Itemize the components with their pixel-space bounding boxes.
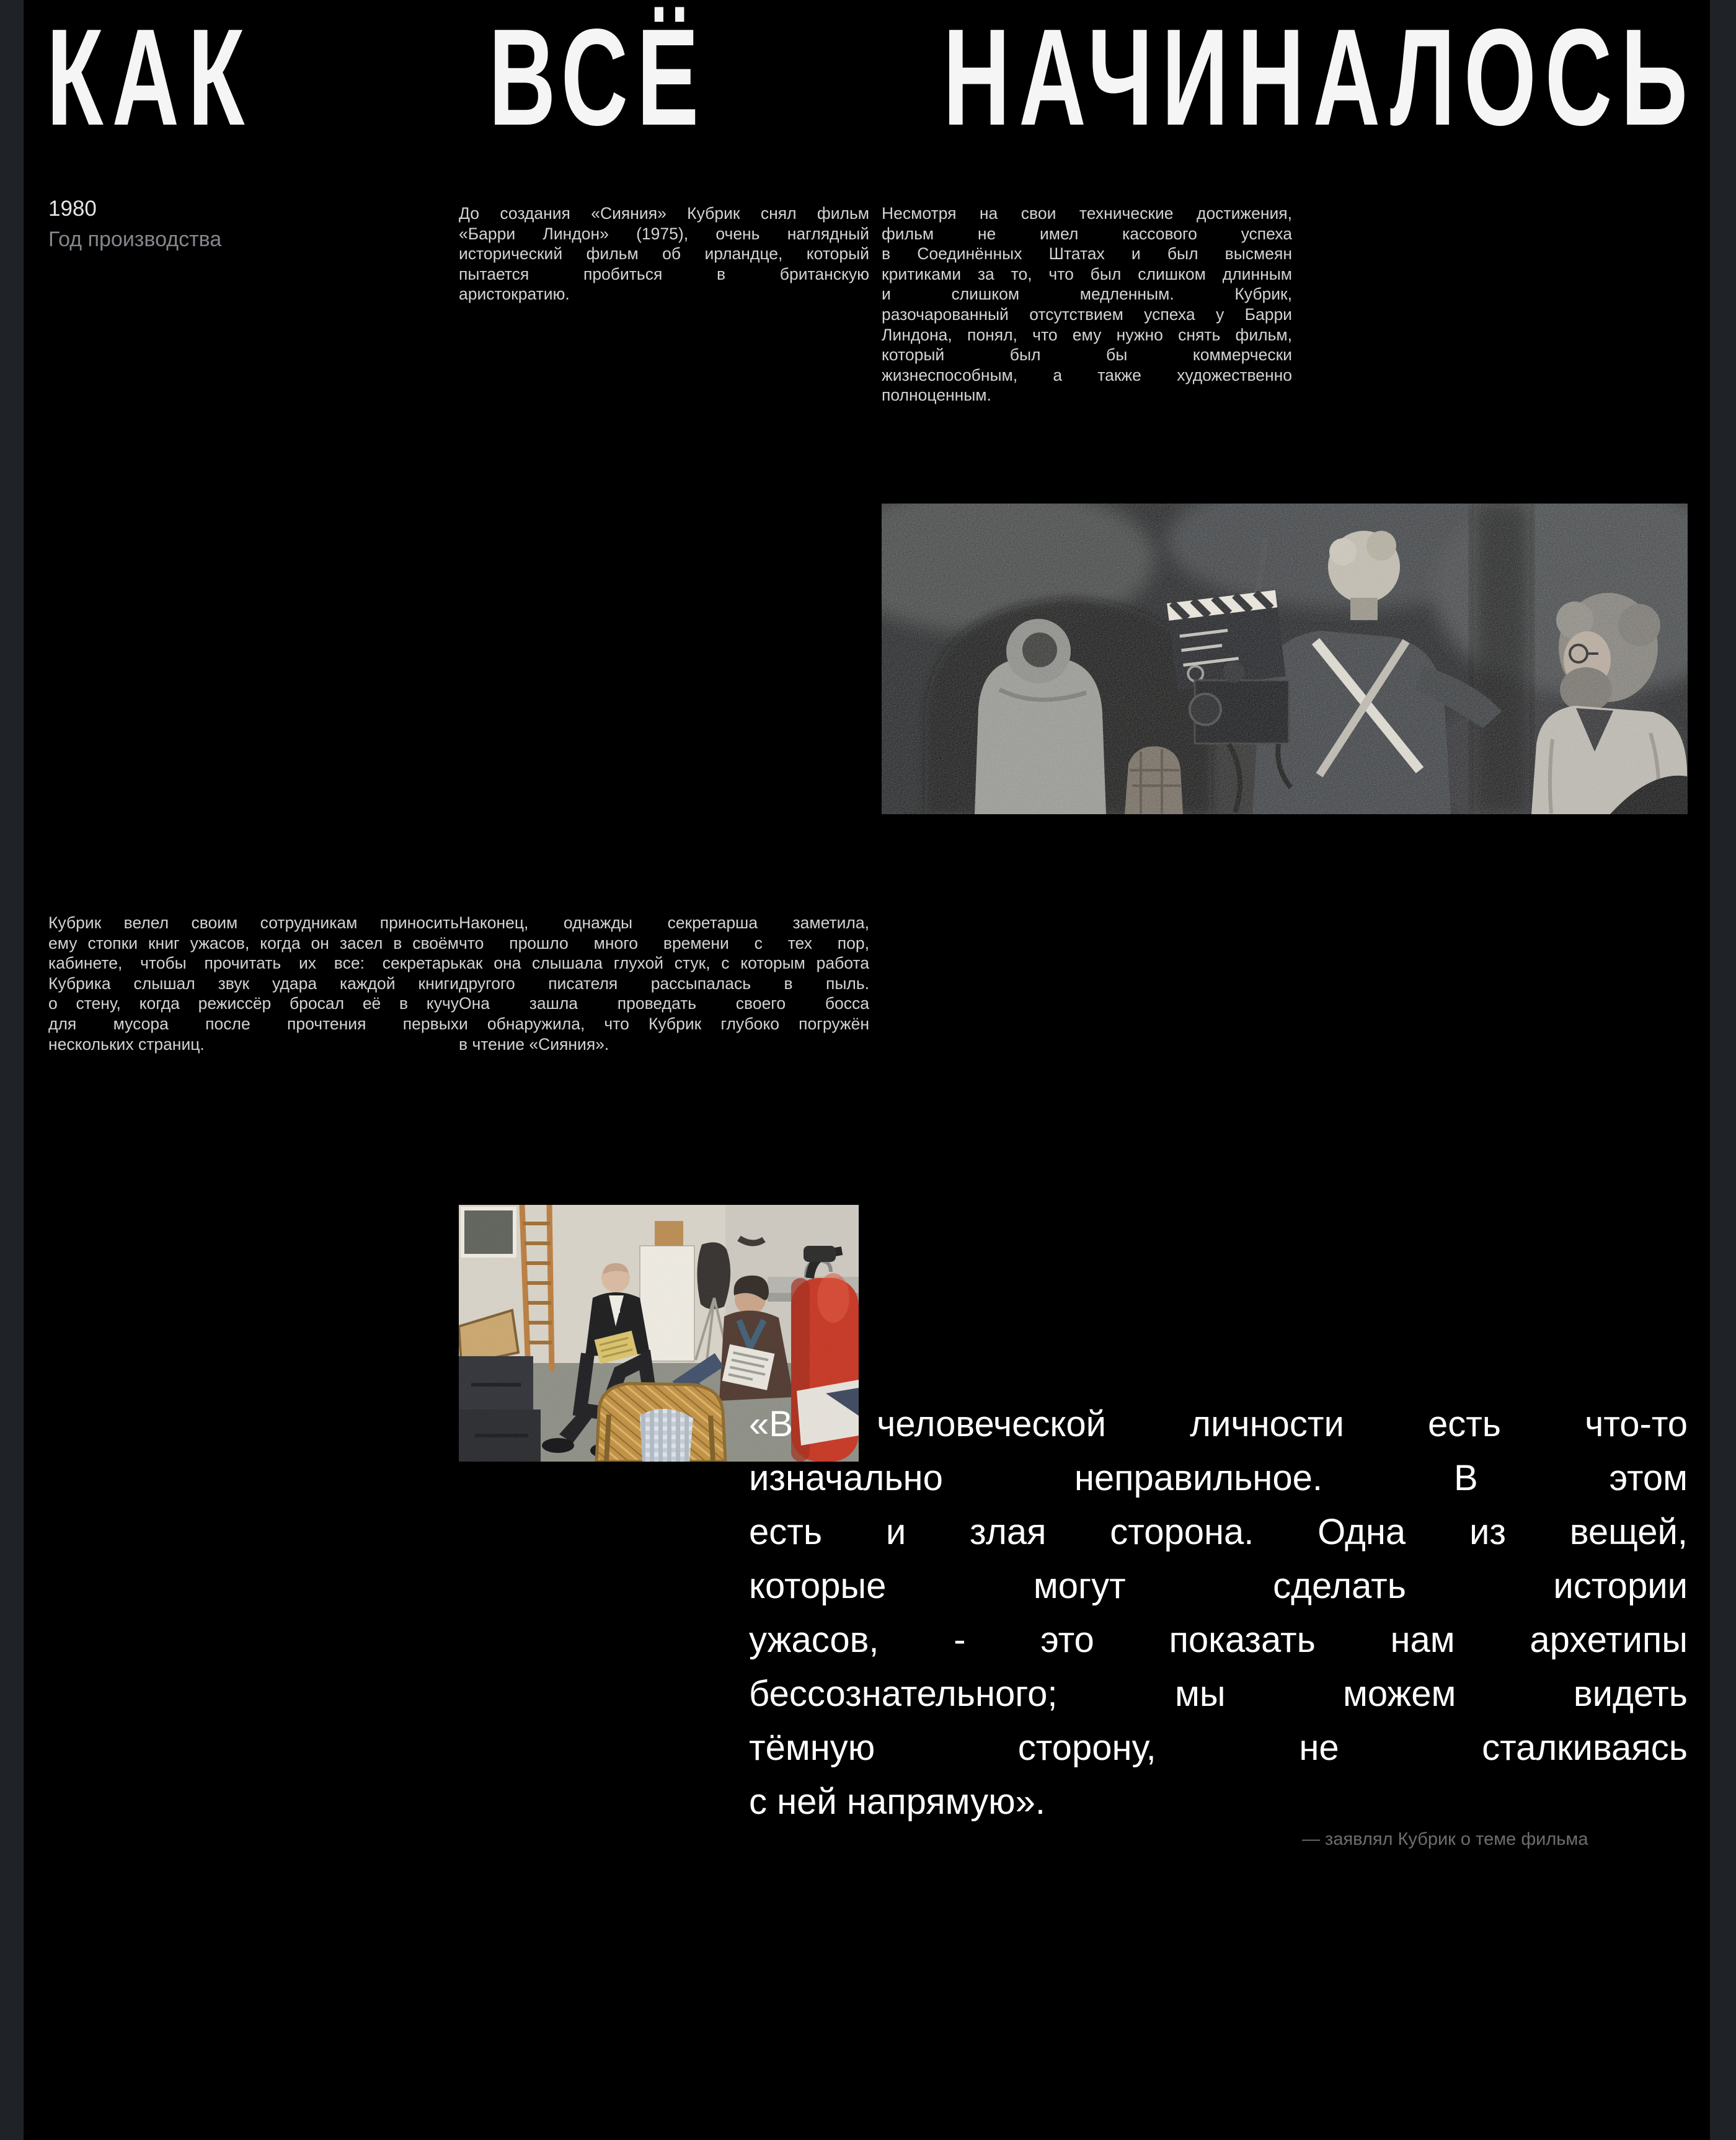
left-page-margin (0, 0, 24, 2140)
text-line: в чтение «Сияния». (459, 1034, 609, 1054)
text-line: критиками за то, что был слишком длинным (882, 264, 1292, 283)
text-line: кабинете, чтобы прочитать их все: секретарь (48, 954, 459, 973)
bts-set-photo (882, 504, 1688, 814)
text-line: полноценным. (882, 386, 991, 405)
text-line: и обнаружила, что Кубрик глубоко погружён (459, 1014, 869, 1033)
text-line: нескольких страниц. (48, 1034, 205, 1054)
text-line: «Барри Линдон» (1975), очень наглядный (459, 224, 869, 243)
text-line: и слишком медленным. Кубрик, (882, 285, 1292, 304)
text-line: Кубрик велел своим сотрудникам приносить (48, 913, 459, 932)
text-line: Она зашла проведать своего босса (459, 994, 869, 1013)
page-title (46, 0, 1696, 154)
text-line: что прошло много времени с тех пор, (459, 933, 869, 952)
quote-attribution: — заявлял Кубрик о теме фильма (1302, 1829, 1588, 1849)
text-line: в Соединённых Штатах и был высмеян (882, 244, 1292, 264)
text-line: ужасов, - это показать нам архетипы (749, 1620, 1688, 1660)
bts-set-photo-illustration (882, 504, 1688, 814)
paragraph-box-office (882, 203, 1292, 406)
text-line: Линдона, понял, что ему нужно снять фильм, (882, 325, 1292, 344)
text-line: есть и злая сторона. Одна из вещей, (749, 1512, 1688, 1552)
text-line: исторический фильм об ирландце, который (459, 244, 869, 264)
text-line: другого писателя рассыпалась в пыль. (459, 974, 869, 993)
text-line: разочарованный отсутствием успеха у Барри (882, 304, 1292, 324)
text-line: которые могут сделать истории (749, 1566, 1688, 1606)
text-line: фильм не имел кассового успеха (882, 224, 1292, 243)
text-line: пытается пробиться в британскую (459, 264, 869, 283)
text-line: Несмотря на свои технические достижения, (882, 204, 1292, 223)
title-word-3: НАЧИНАЛОСЬ (943, 0, 1696, 154)
text-line: Наконец, однажды секретарша заметила, (459, 913, 869, 932)
text-line: который был бы коммерчески (882, 345, 1292, 365)
title-word-1: КАК (46, 0, 254, 154)
text-line: с ней напрямую». (749, 1782, 1046, 1822)
text-line: тёмную сторону, не сталкиваясь (749, 1728, 1688, 1768)
title-word-2: ВСЁ (489, 0, 708, 154)
production-year-block (48, 196, 221, 252)
paragraph-barry-lyndon (459, 203, 869, 304)
text-line: как она слышала глухой стук, с которым работа (459, 954, 869, 973)
text-line: жизнеспособным, а также художественно (882, 365, 1292, 384)
paragraph-secretary (459, 913, 869, 1054)
text-line: о стену, когда режиссёр бросал её в кучу (48, 994, 459, 1013)
text-line: «В человеческой личности есть что-то (749, 1404, 1688, 1444)
text-line: изначально неправильное. В этом (749, 1458, 1688, 1498)
kubrick-quote (749, 1397, 1688, 1829)
text-line: для мусора после прочтения первых (48, 1014, 459, 1033)
text-line: аристократию. (459, 285, 570, 304)
text-line: бессознательного; мы можем видеть (749, 1674, 1688, 1714)
production-year-label: Год производства (48, 228, 222, 251)
paragraph-horror-books (48, 913, 459, 1054)
text-line: ему стопки книг ужасов, когда он засел в своём (48, 933, 459, 952)
right-page-margin (1710, 0, 1736, 2140)
text-line: До создания «Сияния» Кубрик снял фильм (459, 204, 869, 223)
text-line: Кубрика слышал звук удара каждой книги (48, 974, 459, 993)
production-year-value: 1980 (48, 197, 97, 221)
